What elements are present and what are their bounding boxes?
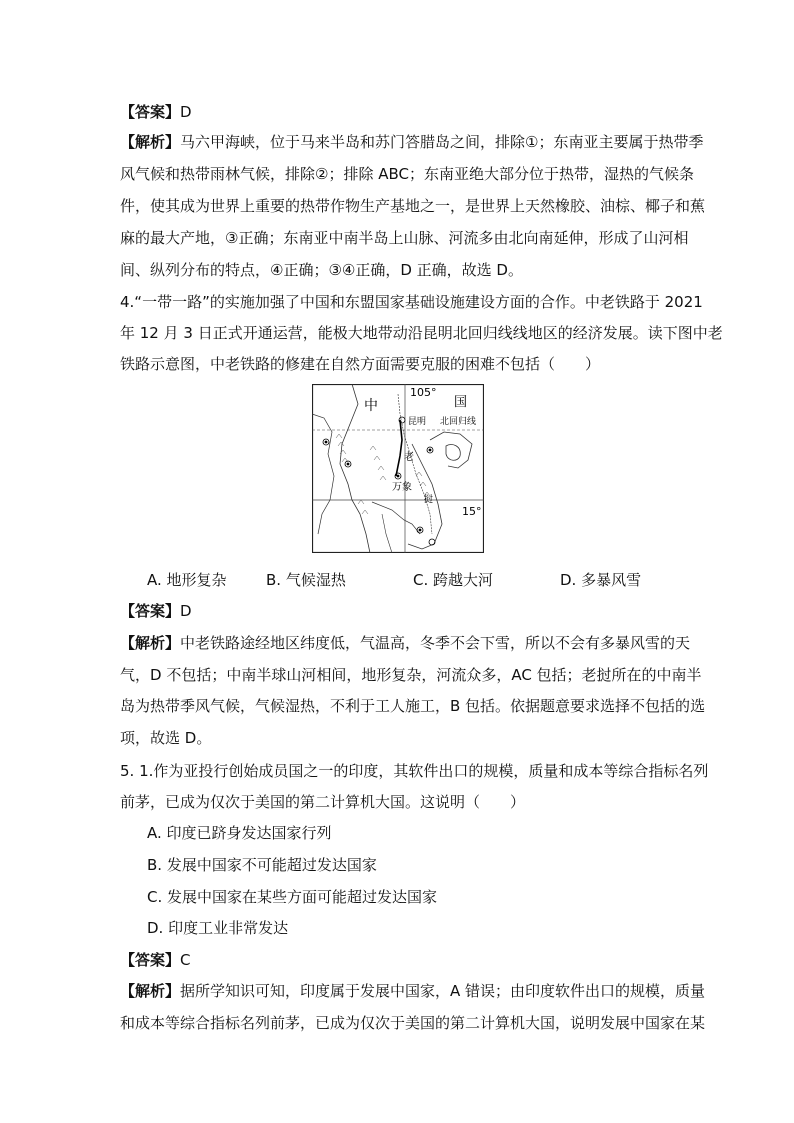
analysis-tag: 【解析】 bbox=[120, 133, 181, 151]
answer-tag: 【答案】 bbox=[120, 103, 181, 121]
q4-option-c: C. 跨越大河 bbox=[413, 571, 494, 589]
map-label-longitude: 105° bbox=[410, 386, 437, 399]
q4-analysis-line-2: 气，D 不包括；中南半球山河相间，地形复杂，河流众多，AC 包括；老挝所在的中南半 bbox=[120, 666, 702, 684]
analysis-tag: 【解析】 bbox=[120, 982, 181, 1000]
q5-option-c: C. 发展中国家在某些方面可能超过发达国家 bbox=[147, 888, 438, 906]
q3-answer bbox=[120, 103, 192, 121]
q5-option-b: B. 发展中国家不可能超过发达国家 bbox=[147, 856, 377, 874]
map-label-partial: 挝 bbox=[424, 495, 434, 505]
q4-answer bbox=[120, 602, 192, 620]
q4-analysis-line-1: 【解析】中老铁路途经地区纬度低，气温高，冬季不会下雪，所以不会有多暴风雪的天 bbox=[120, 634, 691, 652]
map-label-china-1: 中 bbox=[364, 398, 378, 414]
answer-value: C bbox=[180, 951, 191, 969]
q4-option-a: A. 地形复杂 bbox=[147, 571, 227, 589]
q5-option-a: A. 印度已跻身发达国家行列 bbox=[147, 824, 332, 842]
analysis-tag: 【解析】 bbox=[120, 634, 181, 652]
answer-tag: 【答案】 bbox=[120, 951, 181, 969]
q4-analysis-line-4: 项，故选 D。 bbox=[120, 729, 212, 747]
map-label-china-2: 国 bbox=[454, 395, 468, 410]
q5-stem-line-2: 前茅，已成为仅次于美国的第二计算机大国。这说明（ ） bbox=[120, 793, 526, 811]
china-laos-railway-map bbox=[312, 384, 484, 553]
q3-analysis-line-1: 【解析】马六甲海峡，位于马来半岛和苏门答腊岛之间，排除①；东南亚主要属于热带季 bbox=[120, 133, 704, 151]
q4-option-d: D. 多暴风雪 bbox=[560, 571, 642, 589]
map-label-vientiane: 万象 bbox=[392, 482, 412, 493]
q5-analysis-line-1: 【解析】据所学知识可知，印度属于发展中国家，A 错误；由印度软件出口的规模，质量 bbox=[120, 982, 706, 1000]
q4-stem-line-1: 4.“一带一路”的实施加强了中国和东盟国家基础设施建设方面的合作。中老铁路于 2021 bbox=[120, 293, 703, 311]
q5-stem-line-1: 5. 1.作为亚投行创始成员国之一的印度，其软件出口的规模，质量和成本等综合指标名列 bbox=[120, 762, 709, 780]
q5-option-d: D. 印度工业非常发达 bbox=[147, 919, 289, 937]
q4-stem-line-2: 年 12 月 3 日正式开通运营，能极大地带动沿昆明北回归线线地区的经济发展。读下图中老 bbox=[120, 324, 723, 342]
answer-tag: 【答案】 bbox=[120, 602, 181, 620]
q3-analysis-line-3: 件，使其成为世界上重要的热带作物生产基地之一，是世界上天然橡胶、油棕、椰子和蕉 bbox=[120, 197, 706, 215]
q4-stem-line-3: 铁路示意图，中老铁路的修建在自然方面需要克服的困难不包括（ ） bbox=[120, 355, 601, 373]
map-label-laos: 老 bbox=[404, 452, 414, 463]
answer-value: D bbox=[180, 602, 192, 620]
q3-analysis-line-2: 风气候和热带雨林气候，排除②；排除 ABC；东南亚绝大部分位于热带，湿热的气候条 bbox=[120, 165, 694, 183]
q3-analysis-line-4: 麻的最大产地，③正确；东南亚中南半岛上山脉、河流多由北向南延伸，形成了山河相 bbox=[120, 229, 689, 247]
q5-analysis-line-2: 和成本等综合指标名列前茅，已成为仅次于美国的第二计算机大国，说明发展中国家在某 bbox=[120, 1014, 706, 1032]
map-label-tropic: 北回归线 bbox=[440, 417, 477, 427]
answer-value: D bbox=[180, 103, 192, 121]
q4-option-b: B. 气候湿热 bbox=[266, 571, 346, 589]
map-label-kunming: 昆明 bbox=[408, 417, 427, 427]
q4-analysis-line-3: 岛为热带季风气候，气候湿热，不利于工人施工，B 包括。依据题意要求选择不包括的选 bbox=[120, 697, 706, 715]
q3-analysis-line-5: 间、纵列分布的特点，④正确；③④正确，D 正确，故选 D。 bbox=[120, 261, 523, 279]
map-label-latitude: 15° bbox=[462, 505, 482, 518]
q5-answer bbox=[120, 951, 191, 969]
